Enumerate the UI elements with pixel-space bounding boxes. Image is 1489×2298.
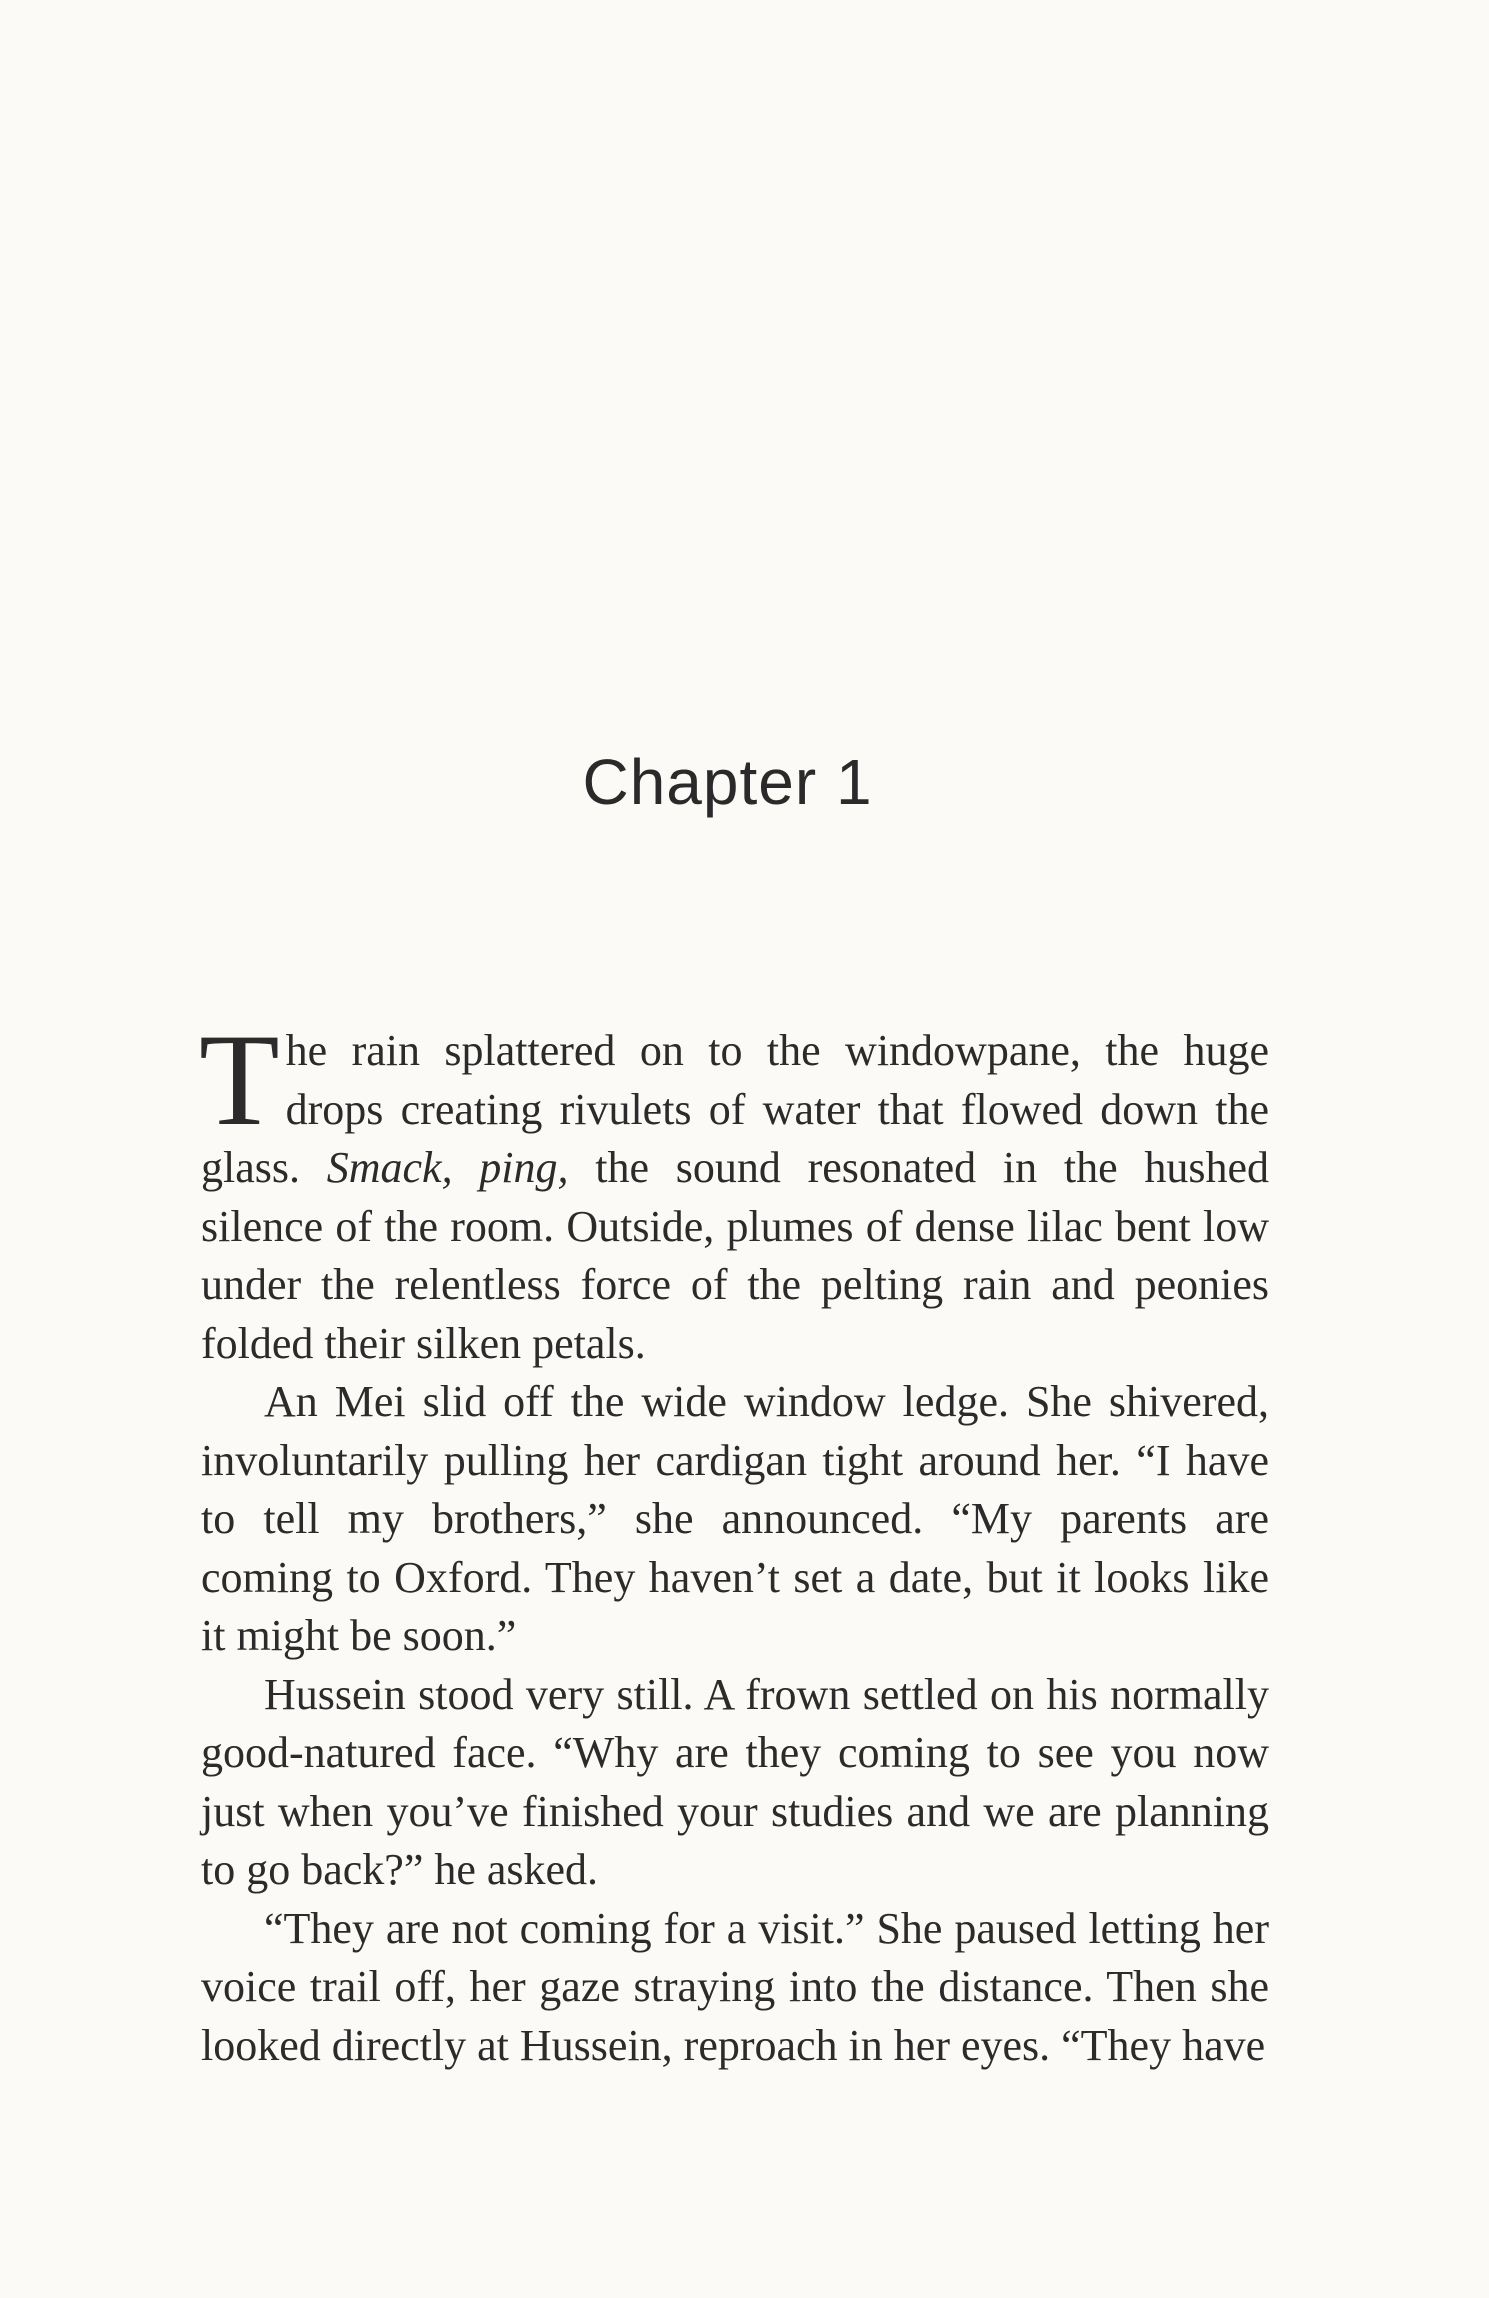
drop-cap: T bbox=[199, 1006, 280, 1153]
paragraph-2: An Mei slid off the wide window ledge. She shivered, involuntarily pulling her cardigan tight around her. “I have to tell my brothers,” she announced. “My parents are coming to Oxford. They haven’t set a date, but it looks like it might be soon.” bbox=[201, 1377, 1269, 1660]
paragraph-1-emphasis: Smack, ping, bbox=[326, 1143, 569, 1192]
paragraph-1 bbox=[199, 1006, 1269, 1373]
paragraph-1-lead: he rain splattered on to the windowpane, the huge drops creating rivulets of water that flowed down the glass. bbox=[201, 1026, 1269, 1192]
paragraph-1-rest: the sound resonated in the hushed silence of the room. Outside, plumes of dense lilac bent low under the relentless force of the pelting rain and peonies folded their silken petals. bbox=[201, 1143, 1269, 1368]
chapter-title: Chapter 1 bbox=[582, 746, 873, 818]
paragraph-3: Hussein stood very still. A frown settled on his normally good-natured face. “Why are they coming to see you now just when you’ve finished your studies and we are planning to go back?” he asked. bbox=[201, 1669, 1269, 1894]
paragraph-4: “They are not coming for a visit.” She paused letting her voice trail off, her gaze straying into the distance. Then she looked directly at Hussein, reproach in her eyes. “They have bbox=[201, 1903, 1269, 2070]
chapter-body bbox=[199, 1006, 1269, 2075]
